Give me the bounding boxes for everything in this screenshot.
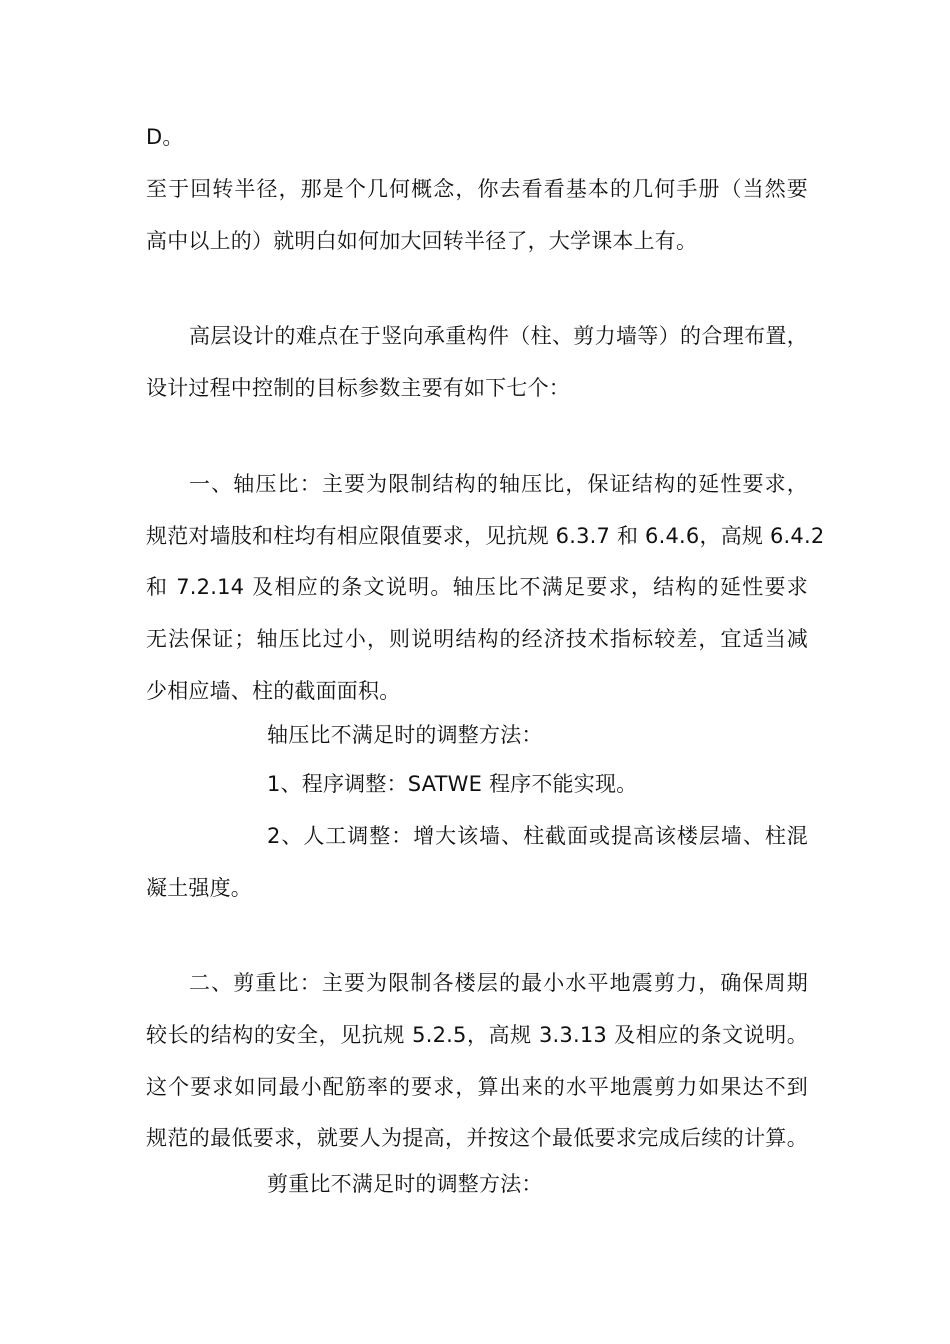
text-line: 和 7.2.14 及相应的条文说明。轴压比不满足要求，结构的延性要求 xyxy=(146,575,808,599)
list-item-line: 1、程序调整：SATWE 程序不能实现。 xyxy=(267,772,638,796)
paragraph-line: 二、剪重比：主要为限制各楼层的最小水平地震剪力，确保周期 xyxy=(189,971,808,995)
text-line: 至于回转半径，那是个几何概念，你去看看基本的几何手册（当然要 xyxy=(146,177,808,201)
text-line: 设计过程中控制的目标参数主要有如下七个： xyxy=(146,376,570,400)
text-line: 规范对墙肢和柱均有相应限值要求，见抗规 6.3.7 和 6.4.6，高规 6.4.2 xyxy=(146,524,825,548)
paragraph-line: 高层设计的难点在于竖向承重构件（柱、剪力墙等）的合理布置， xyxy=(189,324,808,348)
text-line: D。 xyxy=(146,125,184,149)
text-line: 凝土强度。 xyxy=(146,876,252,900)
text-line: 少相应墙、柱的截面面积。 xyxy=(146,679,401,703)
paragraph-line: 一、轴压比：主要为限制结构的轴压比，保证结构的延性要求， xyxy=(189,472,808,496)
subheading-line: 轴压比不满足时的调整方法： xyxy=(267,723,543,747)
subheading-line: 剪重比不满足时的调整方法： xyxy=(267,1172,543,1196)
text-line: 高中以上的）就明白如何加大回转半径了，大学课本上有。 xyxy=(146,229,698,253)
text-line: 无法保证；轴压比过小，则说明结构的经济技术指标较差，宜适当减 xyxy=(146,627,808,651)
text-line: 这个要求如同最小配筋率的要求，算出来的水平地震剪力如果达不到 xyxy=(146,1075,808,1099)
list-item-line: 2、人工调整：增大该墙、柱截面或提高该楼层墙、柱混 xyxy=(267,824,808,848)
text-line: 规范的最低要求，就要人为提高，并按这个最低要求完成后续的计算。 xyxy=(146,1126,808,1150)
text-line: 较长的结构的安全，见抗规 5.2.5，高规 3.3.13 及相应的条文说明。 xyxy=(146,1023,808,1047)
